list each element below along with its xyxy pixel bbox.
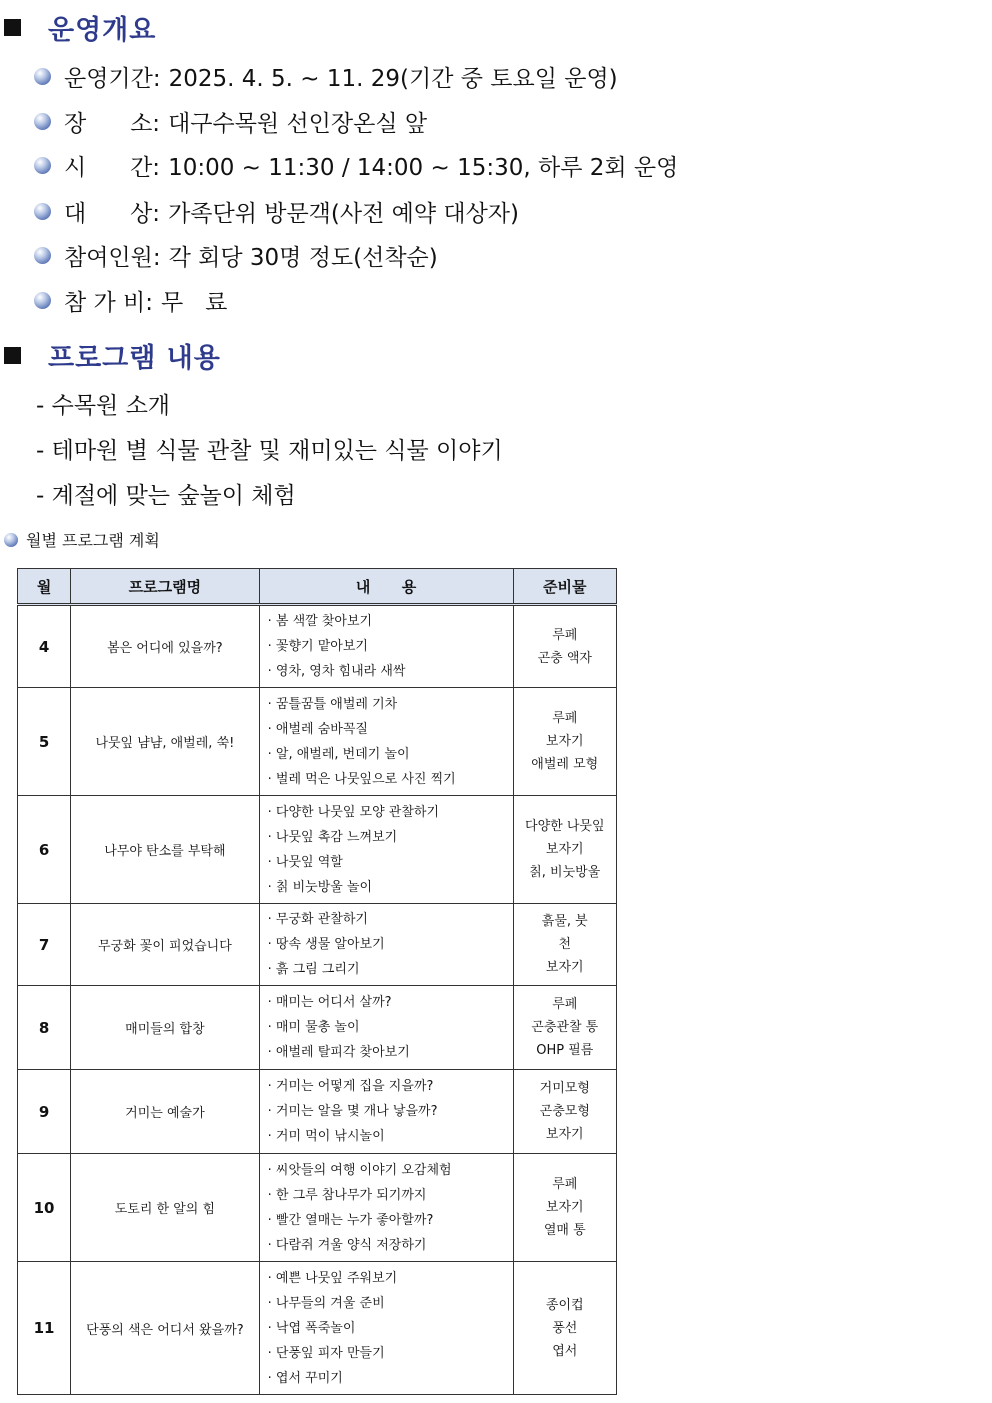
cell-prep xyxy=(513,986,616,1070)
cell-program-name: 매미들의 합창 xyxy=(71,986,260,1070)
cell-content xyxy=(259,986,513,1070)
cell-program-name: 거미는 예술가 xyxy=(71,1070,260,1154)
overview-item-label: 운영기간: xyxy=(64,66,161,92)
overview-item-value: 가족단위 방문객(사전 예약 대상자) xyxy=(168,201,519,227)
overview-item-label: 장 소: xyxy=(64,111,161,137)
prep-item: 루페 xyxy=(552,711,578,726)
blue-ball-bullet-icon xyxy=(34,113,51,130)
overview-item-value: 무 료 xyxy=(161,290,228,316)
content-item: · 나뭇잎 역할 xyxy=(267,854,343,870)
cell-content xyxy=(259,688,513,796)
table-row xyxy=(18,1154,617,1262)
blue-ball-bullet-icon xyxy=(34,247,51,264)
table-row xyxy=(18,688,617,796)
content-item: · 영차, 영차 힘내라 새싹 xyxy=(267,664,406,679)
content-item: · 씨앗들의 여행 이야기 오감체험 xyxy=(267,1162,452,1178)
prep-item: 칡, 비눗방울 xyxy=(529,865,601,880)
program-item: - 테마원 별 식물 관찰 및 재미있는 식물 이야기 xyxy=(36,438,503,464)
section-title-program: 프로그램 내용 xyxy=(48,343,221,374)
overview-item-label: 참여인원: xyxy=(64,245,161,271)
program-item: - 계절에 맞는 숲놀이 체험 xyxy=(36,483,296,509)
content-item: · 엽서 꾸미기 xyxy=(267,1370,343,1386)
blue-ball-bullet-icon xyxy=(34,157,51,174)
cell-program-name: 도토리 한 알의 힘 xyxy=(71,1154,260,1262)
content-item: · 다양한 나뭇잎 모양 관찰하기 xyxy=(267,804,439,820)
program-heading xyxy=(4,336,221,375)
cell-program-name: 나무야 탄소를 부탁해 xyxy=(71,796,260,904)
content-item: · 낙엽 폭죽놀이 xyxy=(267,1320,356,1336)
square-bullet-icon xyxy=(4,19,21,36)
prep-item: 엽서 xyxy=(552,1343,578,1359)
cell-program-name: 무궁화 꽃이 피었습니다 xyxy=(71,904,260,986)
cell-month: 6 xyxy=(18,796,71,904)
cell-prep xyxy=(513,1154,616,1262)
cell-month: 5 xyxy=(18,688,71,796)
content-item: · 매미 물총 놀이 xyxy=(267,1020,360,1035)
overview-item-value: 각 회당 30명 정도(선착순) xyxy=(168,245,438,271)
content-item: · 거미 먹이 낚시놀이 xyxy=(267,1129,385,1144)
content-item: · 거미는 알을 몇 개나 낳을까? xyxy=(267,1104,438,1119)
header-content: 내 용 xyxy=(259,569,513,605)
cell-month: 4 xyxy=(18,605,71,688)
overview-item-participants xyxy=(34,239,438,272)
prep-item: 풍선 xyxy=(552,1320,578,1336)
content-item: · 애벌레 탈피각 찾아보기 xyxy=(267,1045,410,1060)
cell-month: 10 xyxy=(18,1154,71,1262)
content-item: · 예쁜 나뭇잎 주워보기 xyxy=(267,1270,398,1286)
cell-prep xyxy=(513,688,616,796)
overview-item-value: 10:00 ~ 11:30 / 14:00 ~ 15:30, 하루 2회 운영 xyxy=(168,155,679,181)
table-row xyxy=(18,986,617,1070)
prep-item: 루페 xyxy=(552,1177,578,1192)
overview-item-label: 참 가 비: xyxy=(64,290,154,316)
table-row xyxy=(18,796,617,904)
content-item: · 칡 비눗방울 놀이 xyxy=(267,879,373,895)
blue-ball-bullet-icon xyxy=(34,68,51,85)
header-name: 프로그램명 xyxy=(71,569,260,605)
content-item: · 꿈틀꿈틀 애벌레 기차 xyxy=(267,696,398,712)
prep-item: 곤충관찰 통 xyxy=(531,1020,599,1035)
header-prep: 준비물 xyxy=(513,569,616,605)
prep-item: 곤충 액자 xyxy=(537,650,592,666)
table-header-row xyxy=(18,569,617,605)
prep-item: OHP 필름 xyxy=(536,1043,594,1058)
prep-item: 거미모형 xyxy=(539,1081,590,1096)
prep-item: 루페 xyxy=(552,627,578,643)
cell-content xyxy=(259,796,513,904)
overview-heading xyxy=(4,8,156,47)
prep-item: 루페 xyxy=(552,997,578,1012)
prep-item: 다양한 나뭇잎 xyxy=(525,819,605,834)
overview-item-label: 시 간: xyxy=(64,155,161,181)
content-item: · 거미는 어떻게 집을 지을까? xyxy=(267,1079,434,1094)
content-item: · 한 그루 참나무가 되기까지 xyxy=(267,1187,427,1203)
content-item: · 흙 그림 그리기 xyxy=(267,962,360,977)
cell-program-name: 봄은 어디에 있을까? xyxy=(71,605,260,688)
cell-prep xyxy=(513,605,616,688)
monthly-heading xyxy=(4,528,160,551)
overview-item-value: 대구수목원 선인장온실 앞 xyxy=(168,111,428,137)
content-item: · 알, 애벌레, 번데기 놀이 xyxy=(267,746,410,762)
cell-content xyxy=(259,1070,513,1154)
prep-item: 보자기 xyxy=(545,842,584,857)
table-row xyxy=(18,1262,617,1395)
prep-item: 열매 통 xyxy=(543,1223,586,1238)
prep-item: 보자기 xyxy=(545,1200,584,1215)
cell-program-name: 나뭇잎 냠냠, 애벌레, 쑥! xyxy=(71,688,260,796)
overview-item-value: 2025. 4. 5. ~ 11. 29(기간 중 토요일 운영) xyxy=(168,66,618,92)
prep-item: 보자기 xyxy=(545,1127,584,1142)
cell-content xyxy=(259,605,513,688)
cell-content xyxy=(259,1154,513,1262)
prep-item: 애벌레 모형 xyxy=(531,757,599,772)
content-item: · 무궁화 관찰하기 xyxy=(267,912,368,927)
overview-item-label: 대 상: xyxy=(64,201,161,227)
table-row xyxy=(18,904,617,986)
cell-program-name: 단풍의 색은 어디서 왔을까? xyxy=(71,1262,260,1395)
program-item: - 수목원 소개 xyxy=(36,393,171,419)
prep-item: 곤충모형 xyxy=(539,1104,590,1119)
square-bullet-icon xyxy=(4,347,21,364)
content-item: · 꽃향기 맡아보기 xyxy=(267,639,368,654)
content-item: · 땅속 생물 알아보기 xyxy=(267,937,385,952)
cell-content xyxy=(259,904,513,986)
prep-item: 천 xyxy=(558,937,572,952)
cell-prep xyxy=(513,1070,616,1154)
overview-item-time xyxy=(34,149,678,182)
content-item: · 애벌레 숨바꼭질 xyxy=(267,721,368,737)
table-row xyxy=(18,1070,617,1154)
header-month: 월 xyxy=(18,569,71,605)
cell-prep xyxy=(513,1262,616,1395)
monthly-plan-table xyxy=(17,568,617,1395)
overview-item-fee xyxy=(34,284,227,317)
blue-ball-bullet-icon xyxy=(34,292,51,309)
cell-content xyxy=(259,1262,513,1395)
cell-prep xyxy=(513,796,616,904)
content-item: · 봄 색깔 찾아보기 xyxy=(267,614,373,629)
content-item: · 매미는 어디서 살까? xyxy=(267,995,392,1010)
cell-month: 9 xyxy=(18,1070,71,1154)
prep-item: 보자기 xyxy=(545,960,584,975)
prep-item: 보자기 xyxy=(545,734,584,749)
content-item: · 다람쥐 겨울 양식 저장하기 xyxy=(267,1237,427,1253)
content-item: · 나뭇잎 촉감 느껴보기 xyxy=(267,829,398,845)
overview-item-period xyxy=(34,60,618,93)
cell-prep xyxy=(513,904,616,986)
section-title-overview: 운영개요 xyxy=(48,15,157,46)
monthly-title: 월별 프로그램 계획 xyxy=(26,531,160,550)
content-item: · 단풍잎 피자 만들기 xyxy=(267,1345,385,1361)
table-row xyxy=(18,605,617,688)
prep-item: 흙물, 붓 xyxy=(541,914,588,929)
blue-ball-bullet-icon xyxy=(34,203,51,220)
content-item: · 벌레 먹은 나뭇잎으로 사진 찍기 xyxy=(267,771,456,787)
cell-month: 8 xyxy=(18,986,71,1070)
content-item: · 나무들의 겨울 준비 xyxy=(267,1295,385,1311)
cell-month: 11 xyxy=(18,1262,71,1395)
prep-item: 종이컵 xyxy=(545,1297,584,1313)
blue-ball-bullet-icon xyxy=(4,533,18,547)
overview-item-target xyxy=(34,195,519,228)
content-item: · 빨간 열매는 누가 좋아할까? xyxy=(267,1212,434,1228)
cell-month: 7 xyxy=(18,904,71,986)
overview-item-place xyxy=(34,105,427,138)
